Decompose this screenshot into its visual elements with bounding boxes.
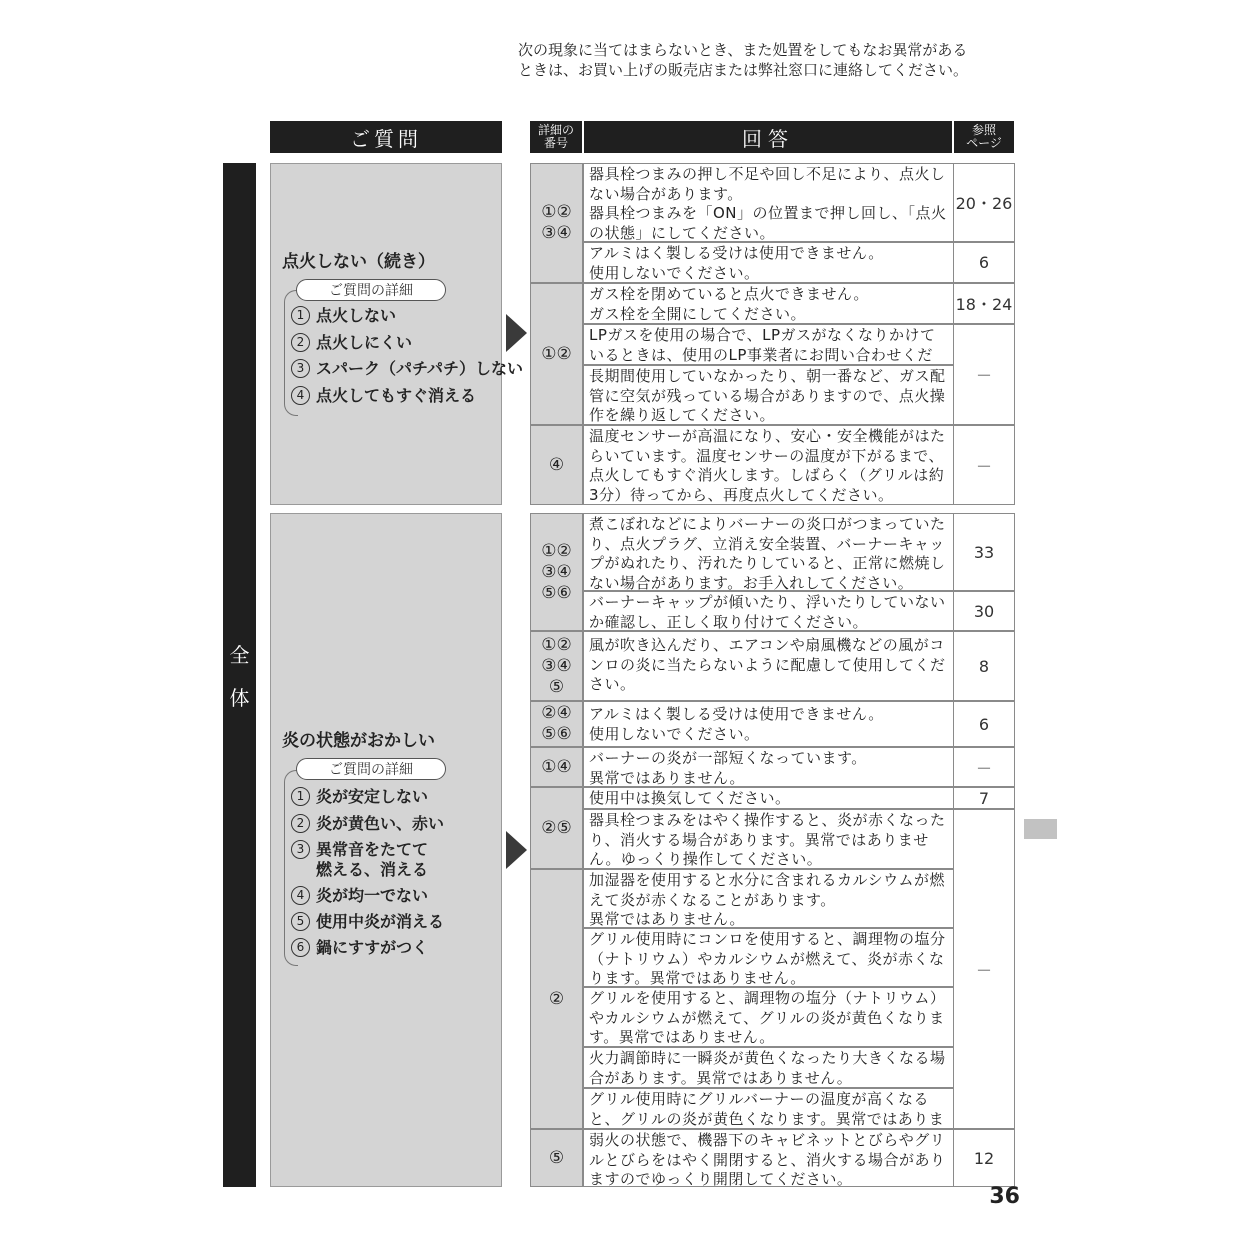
- answer-cell: アルミはく製しる受けは使用できません。 使用しないでください。: [583, 701, 954, 747]
- detail-item-text: 異常音をたてて 燃える、消える: [316, 840, 429, 879]
- detail-number-badge: 6: [291, 938, 310, 957]
- answer-cell: 加湿器を使用すると水分に含まれるカルシウムが燃えて炎が赤くなることがあります。 異常ではありません。: [583, 869, 954, 928]
- header-number-line1: 詳細の: [537, 123, 574, 137]
- reference-page-cell: 30: [953, 591, 1015, 631]
- reference-page-cell: 12: [953, 1129, 1015, 1187]
- answer-cell: グリルを使用すると、調理物の塩分（ナトリウム）やカルシウムが燃えて、グリルの炎が黄色くなります。異常ではありません。: [583, 987, 954, 1047]
- answer-cell: 火力調節時に一瞬炎が黄色くなったり大きくなる場合があります。異常ではありません。: [583, 1047, 954, 1088]
- detail-number-cell: ①② ③④ ⑤: [530, 631, 583, 701]
- detail-number-badge: 3: [291, 359, 310, 378]
- detail-number-badge: 3: [291, 840, 310, 859]
- detail-number-cell: ②⑤: [530, 787, 583, 869]
- detail-number-cell: ⑤: [530, 1129, 583, 1187]
- detail-item-text: 点火しにくい: [316, 333, 413, 352]
- detail-item: [291, 840, 428, 880]
- header-page-line1: 参照: [971, 123, 996, 137]
- answer-cell: 器具栓つまみをはやく操作すると、炎が赤くなったり、消火する場合があります。異常ではありません。ゆっくり操作してください。: [583, 809, 954, 869]
- detail-item: [291, 787, 428, 806]
- answer-cell: 弱火の状態で、機器下のキャビネットとびらやグリルとびらをはやく開閉すると、消火する場合がありますのでゆっくり開閉してください。: [583, 1129, 954, 1187]
- answer-cell: ガス栓を閉めていると点火できません。 ガス栓を全開にしてください。: [583, 283, 954, 324]
- header-reference-page: [954, 121, 1014, 153]
- detail-number-cell: ②: [530, 869, 583, 1129]
- detail-number-badge: 1: [291, 306, 310, 325]
- header-number-line2: 番号: [543, 136, 568, 150]
- detail-item: [291, 938, 428, 957]
- detail-number-badge: 4: [291, 386, 310, 405]
- detail-label-1: ご質問の詳細: [296, 279, 446, 301]
- detail-number-badge: 5: [291, 912, 310, 931]
- answer-cell: 器具栓つまみの押し不足や回し不足により、点火しない場合があります。 器具栓つまみを「ON」の位置まで押し回し、「点火の状態」にしてください。: [583, 163, 954, 242]
- answer-cell: LPガスを使用の場合で、LPガスがなくなりかけているときは、使用のLP事業者にお問い合わせくだ: [583, 324, 954, 365]
- reference-page-cell: 8: [953, 631, 1015, 701]
- reference-page-cell: 6: [953, 242, 1015, 283]
- answer-cell: 風が吹き込んだり、エアコンや扇風機などの風がコンロの炎に当たらないように配慮して使用してください。: [583, 631, 954, 701]
- intro-line-1: 次の現象に当てはまらないとき、また処置をしてもなお異常がある: [518, 41, 968, 59]
- detail-number-cell: ①②: [530, 283, 583, 425]
- header-answer: 回答: [584, 121, 952, 153]
- detail-number-cell: ④: [530, 425, 583, 505]
- reference-page-cell: 18・24: [953, 283, 1015, 324]
- detail-number-badge: 2: [291, 333, 310, 352]
- answer-cell: 煮こぼれなどによりバーナーの炎口がつまっていたり、点火プラグ、立消え安全装置、バーナーキャップがぬれたり、汚れたりしていると、正常に燃焼しない場合があります。お手入れしてください。: [583, 513, 954, 591]
- reference-page-cell: －: [953, 324, 1015, 425]
- detail-number-cell: ②④ ⑤⑥: [530, 701, 583, 747]
- sidebar-char-1: 全: [229, 643, 250, 667]
- detail-item: [291, 386, 476, 405]
- intro-line-2: ときは、お買い上げの販売店または弊社窓口に連絡してください。: [518, 61, 969, 79]
- answer-cell: 温度センサーが高温になり、安心・安全機能がはたらいています。温度センサーの温度が下がるまで、点火してもすぐ消火します。しばらく（グリルは約3分）待ってから、再度点火してください。: [583, 425, 954, 505]
- detail-item: [291, 359, 523, 378]
- detail-item-text: 炎が黄色い、赤い: [316, 814, 445, 833]
- answer-cell: バーナーの炎が一部短くなっています。 異常ではありません。: [583, 747, 954, 787]
- intro-text: [518, 40, 1038, 80]
- detail-item-text: スパーク（パチパチ）しない: [316, 359, 524, 378]
- question-title-flame: 炎の状態がおかしい: [282, 731, 435, 751]
- page-number: 36: [989, 1184, 1020, 1209]
- detail-number-cell: ①② ③④: [530, 163, 583, 283]
- header-page-line2: ページ: [966, 136, 1002, 150]
- detail-label-2: ご質問の詳細: [296, 758, 446, 780]
- reference-page-cell: 33: [953, 513, 1015, 591]
- reference-page-cell: －: [953, 425, 1015, 505]
- reference-page-cell: －: [953, 809, 1015, 1129]
- section-sidebar: [223, 163, 256, 1187]
- header-question: ご質問: [270, 121, 502, 153]
- reference-page-cell: 7: [953, 787, 1015, 809]
- detail-item-text: 炎が均一でない: [316, 886, 429, 905]
- answer-cell: アルミはく製しる受けは使用できません。 使用しないでください。: [583, 242, 954, 283]
- detail-item-text: 点火しない: [316, 306, 397, 325]
- answer-cell: グリル使用時にグリルバーナーの温度が高くなると、グリルの炎が黄色くなります。異常ではありま: [583, 1088, 954, 1129]
- answer-cell: 使用中は換気してください。: [583, 787, 954, 809]
- sidebar-char-2: 体: [229, 686, 250, 710]
- arrow-right-icon: [506, 831, 527, 869]
- detail-number-badge: 2: [291, 814, 310, 833]
- detail-item: [291, 814, 444, 833]
- chapter-tab-marker: [1024, 819, 1057, 839]
- reference-page-cell: 6: [953, 701, 1015, 747]
- detail-number-cell: ①② ③④ ⑤⑥: [530, 513, 583, 631]
- detail-number-cell: ①④: [530, 747, 583, 787]
- answer-cell: グリル使用時にコンロを使用すると、調理物の塩分（ナトリウム）やカルシウムが燃えて、炎が赤くなります。異常ではありません。: [583, 928, 954, 987]
- detail-item: [291, 333, 412, 352]
- reference-page-cell: 20・26: [953, 163, 1015, 242]
- arrow-right-icon: [506, 314, 527, 352]
- detail-item: [291, 912, 444, 931]
- answer-cell: 長期間使用していなかったり、朝一番など、ガス配管に空気が残っている場合がありますので、点火操作を繰り返してください。: [583, 365, 954, 425]
- detail-item-text: 使用中炎が消える: [316, 912, 445, 931]
- detail-item: [291, 886, 428, 905]
- header-detail-number: [530, 121, 582, 153]
- detail-item-text: 鍋にすすがつく: [316, 938, 429, 957]
- detail-item-text: 点火してもすぐ消える: [316, 386, 477, 405]
- detail-number-badge: 1: [291, 787, 310, 806]
- detail-item: [291, 306, 396, 325]
- detail-item-text: 炎が安定しない: [316, 787, 429, 806]
- detail-number-badge: 4: [291, 886, 310, 905]
- question-title-ignition: 点火しない（続き）: [282, 252, 435, 272]
- answer-cell: バーナーキャップが傾いたり、浮いたりしていないか確認し、正しく取り付けてください。: [583, 591, 954, 631]
- reference-page-cell: －: [953, 747, 1015, 787]
